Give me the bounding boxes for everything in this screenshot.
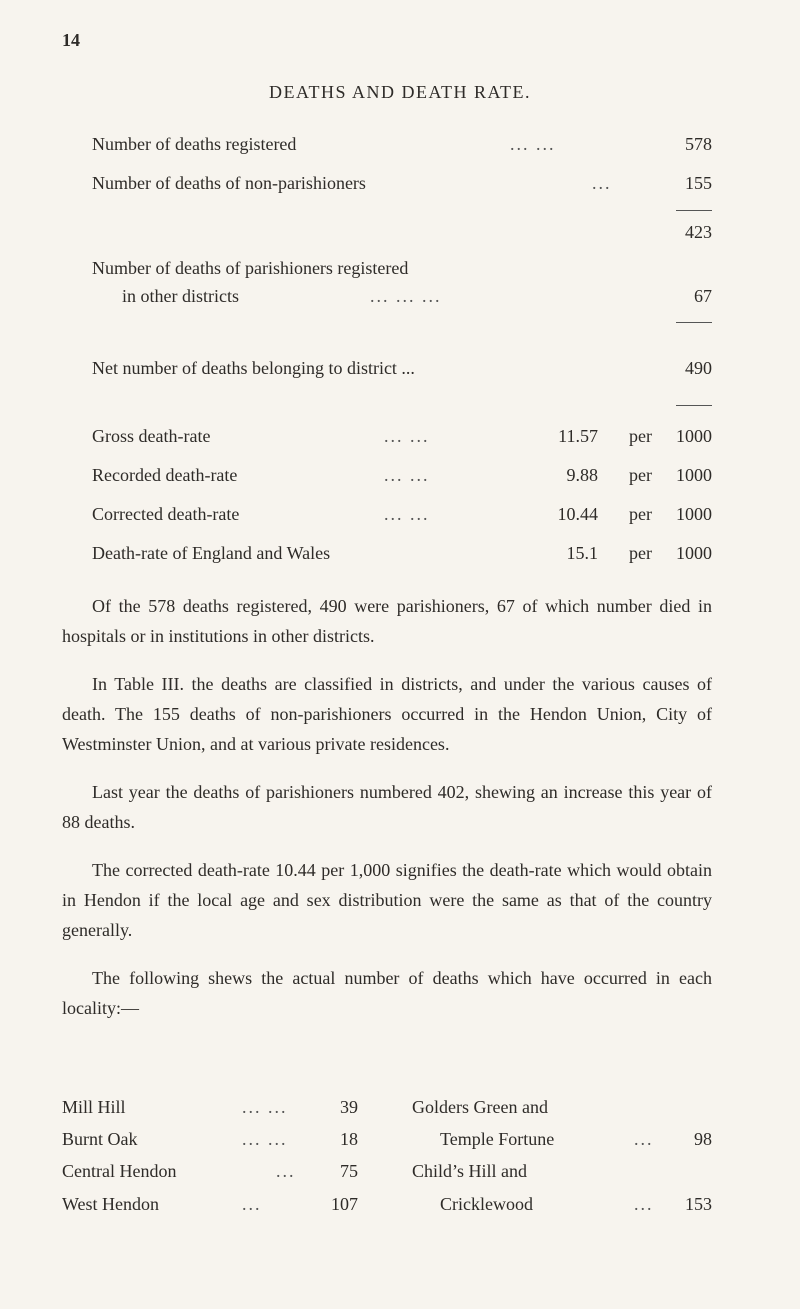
other-districts-label: Number of deaths of parishioners registered bbox=[92, 258, 409, 278]
leader-dots: ... ... ... bbox=[370, 286, 442, 306]
paragraph: The following shews the actual number of deaths which have occurred in each locality:— bbox=[62, 968, 712, 1018]
leader-dots: ... ... bbox=[384, 465, 430, 485]
locality-row bbox=[62, 1194, 358, 1220]
locality-row bbox=[412, 1097, 712, 1123]
locality-row bbox=[62, 1161, 358, 1187]
rate-base: 1000 bbox=[676, 504, 712, 524]
rate-per: per bbox=[629, 426, 652, 446]
sum-rule bbox=[676, 405, 712, 406]
non-parishioners-label: Number of deaths of non-parishioners bbox=[92, 173, 366, 193]
locality-row bbox=[412, 1161, 712, 1187]
locality-row bbox=[412, 1129, 712, 1155]
other-districts-value: 67 bbox=[694, 286, 712, 306]
other-districts-row-line2 bbox=[92, 286, 712, 312]
locality-row bbox=[62, 1097, 358, 1123]
rate-value: 9.88 bbox=[566, 465, 598, 485]
rate-value: 11.57 bbox=[558, 426, 598, 446]
non-parishioners-row bbox=[92, 173, 712, 199]
locality-value: 39 bbox=[340, 1097, 358, 1117]
registered-row bbox=[92, 134, 712, 160]
other-districts-row-line1 bbox=[92, 258, 712, 284]
rate-value: 15.1 bbox=[566, 543, 598, 563]
leader-dots: ... ... bbox=[242, 1097, 288, 1117]
locality-name: Child’s Hill and bbox=[412, 1161, 528, 1181]
locality-value: 98 bbox=[694, 1129, 712, 1149]
page-title: DEATHS AND DEATH RATE. bbox=[269, 82, 531, 102]
rate-label: Recorded death-rate bbox=[92, 465, 238, 485]
rate-row bbox=[92, 504, 712, 530]
body-text bbox=[62, 591, 712, 1023]
leader-dots: ... ... bbox=[384, 504, 430, 524]
locality-name: Golders Green and bbox=[412, 1097, 548, 1117]
leader-dots: ... bbox=[242, 1194, 262, 1214]
net-value: 490 bbox=[685, 358, 712, 378]
registered-label: Number of deaths registered bbox=[92, 134, 297, 154]
rate-base: 1000 bbox=[676, 465, 712, 485]
non-parishioners-value: 155 bbox=[685, 173, 712, 193]
paragraph: Of the 578 deaths registered, 490 were parishioners, 67 of which number died in hospitals or in institutions in other districts. bbox=[62, 596, 712, 646]
paragraph: The corrected death-rate 10.44 per 1,000 signifies the death-rate which would obtain in Hendon if the local age and sex distribution were the same as that of the country generally. bbox=[62, 860, 712, 940]
rate-row bbox=[92, 426, 712, 452]
leader-dots: ... ... bbox=[384, 426, 430, 446]
leader-dots: ... bbox=[634, 1129, 654, 1149]
rate-label: Death-rate of England and Wales bbox=[92, 543, 331, 563]
rate-value: 10.44 bbox=[557, 504, 598, 524]
locality-name: West Hendon bbox=[62, 1194, 160, 1214]
net-row bbox=[92, 358, 712, 384]
other-districts-label-cont: in other districts bbox=[122, 286, 239, 306]
leader-dots: ... ... bbox=[242, 1129, 288, 1149]
leader-dots: ... bbox=[592, 173, 612, 193]
leader-dots: ... bbox=[276, 1161, 296, 1181]
locality-row bbox=[412, 1194, 712, 1220]
rate-label: Corrected death-rate bbox=[92, 504, 240, 524]
rate-base: 1000 bbox=[676, 426, 712, 446]
locality-value: 75 bbox=[340, 1161, 358, 1181]
subtotal-value: 423 bbox=[685, 222, 712, 242]
rate-label: Gross death-rate bbox=[92, 426, 211, 446]
page-number: 14 bbox=[62, 30, 80, 50]
leader-dots: ... ... bbox=[510, 134, 556, 154]
locality-name-cont: Temple Fortune bbox=[440, 1129, 555, 1149]
paragraph: In Table III. the deaths are classified in districts, and under the various causes of death. The 155 deaths of non-parishioners occurred in the Hendon Union, City of Westminster Union, and at various private residences. bbox=[62, 674, 712, 754]
locality-value: 18 bbox=[340, 1129, 358, 1149]
sum-rule bbox=[676, 210, 712, 211]
locality-row bbox=[62, 1129, 358, 1155]
leader-dots: ... bbox=[634, 1194, 654, 1214]
rate-per: per bbox=[629, 504, 652, 524]
rate-base: 1000 bbox=[676, 543, 712, 563]
locality-value: 107 bbox=[331, 1194, 358, 1214]
locality-name-cont: Cricklewood bbox=[440, 1194, 533, 1214]
registered-value: 578 bbox=[685, 134, 712, 154]
paragraph: Last year the deaths of parishioners numbered 402, shewing an increase this year of 88 deaths. bbox=[62, 782, 712, 832]
rate-row bbox=[92, 465, 712, 491]
net-label: Net number of deaths belonging to district ... bbox=[92, 358, 415, 378]
locality-name: Mill Hill bbox=[62, 1097, 126, 1117]
rate-per: per bbox=[629, 465, 652, 485]
rate-per: per bbox=[629, 543, 652, 563]
locality-name: Central Hendon bbox=[62, 1161, 177, 1181]
sum-rule bbox=[676, 322, 712, 323]
rate-row bbox=[92, 543, 712, 569]
subtotal-row bbox=[92, 222, 712, 248]
locality-name: Burnt Oak bbox=[62, 1129, 138, 1149]
locality-value: 153 bbox=[685, 1194, 712, 1214]
